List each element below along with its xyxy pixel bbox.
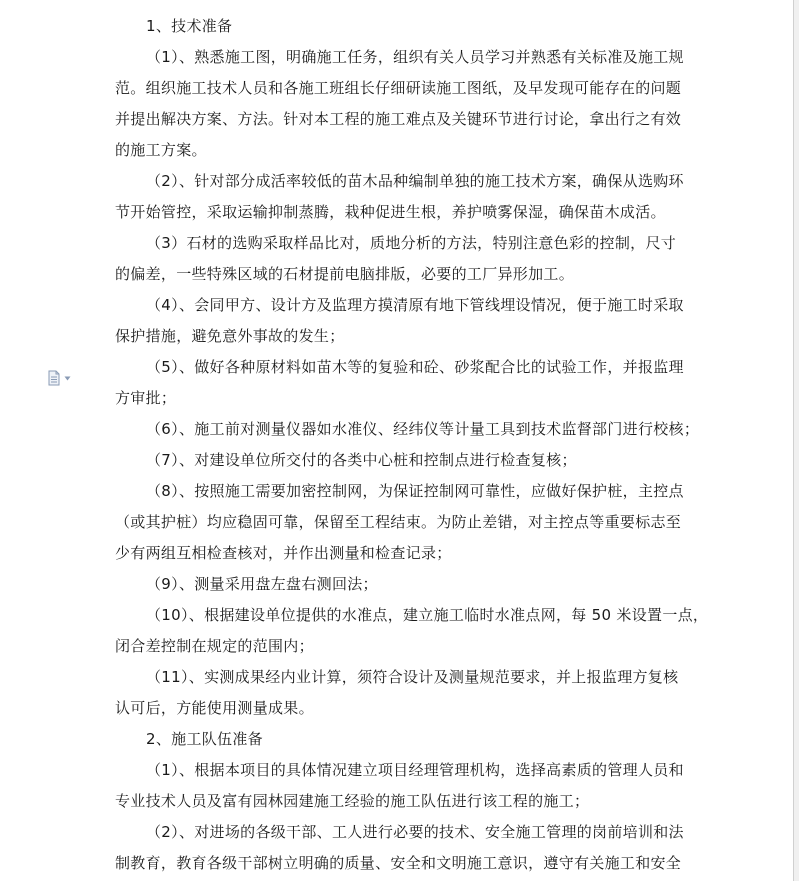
paragraph-line: （10）、根据建设单位提供的水准点，建立施工临时水准点网，每 50 米设置一点， xyxy=(146,606,709,624)
paragraph-line: （1）、熟悉施工图，明确施工任务，组织有关人员学习并熟悉有关标准及施工规 xyxy=(146,48,684,66)
paragraph-line: （3）石材的选购采取样品比对，质地分析的方法，特别注意色彩的控制，尺寸 xyxy=(146,234,677,252)
paragraph-line: 范。组织施工技术人员和各施工班组长仔细研读施工图纸，及早发现可能存在的问题 xyxy=(115,79,682,97)
paragraph-line: （7）、对建设单位所交付的各类中心桩和控制点进行检查复核； xyxy=(146,451,577,469)
paragraph-line: （8）、按照施工需要加密控制网，为保证控制网可靠性，应做好保护桩，主控点 xyxy=(146,482,684,500)
paragraph-line: （1）、根据本项目的具体情况建立项目经理管理机构，选择高素质的管理人员和 xyxy=(146,761,684,779)
paragraph-line: （6）、施工前对测量仪器如水准仪、经纬仪等计量工具到技术监督部门进行校核； xyxy=(146,420,700,438)
paragraph-line: 闭合差控制在规定的范围内； xyxy=(115,637,314,655)
paragraph-line: （11）、实测成果经内业计算，须符合设计及测量规范要求，并上报监理方复核 xyxy=(146,668,679,686)
paragraph-line: （9）、测量采用盘左盘右测回法； xyxy=(146,575,378,593)
paragraph-line: 的施工方案。 xyxy=(115,141,207,159)
document-icon xyxy=(47,370,61,386)
paragraph-line: 的偏差，一些特殊区域的石材提前电脑排版，必要的工厂异形加工。 xyxy=(115,265,575,283)
paragraph-line: 少有两组互相检查核对，并作出测量和检查记录； xyxy=(115,544,452,562)
paragraph-line: 并提出解决方案、方法。针对本工程的施工难点及关键环节进行讨论，拿出行之有效 xyxy=(115,110,682,128)
paragraph-line: 专业技术人员及富有园林园建施工经验的施工队伍进行该工程的施工； xyxy=(115,792,590,810)
paragraph-line: （2）、对进场的各级干部、工人进行必要的技术、安全施工管理的岗前培训和法 xyxy=(146,823,684,841)
paragraph-line: 节开始管控，采取运输抑制蒸腾，栽种促进生根，养护喷雾保湿，确保苗木成活。 xyxy=(115,203,666,221)
paragraph-line: 制教育，教育各级干部树立明确的质量、安全和文明施工意识，遵守有关施工和安全 xyxy=(115,854,682,872)
paragraph-line: （2）、针对部分成活率较低的苗木品种编制单独的施工技术方案，确保从选购环 xyxy=(146,172,684,190)
paragraph-line: 认可后，方能使用测量成果。 xyxy=(115,699,314,717)
caret-down-icon xyxy=(64,376,71,381)
paragraph-line: （5）、做好各种原材料如苗木等的复验和砼、砂浆配合比的试验工作，并报监理 xyxy=(146,358,684,376)
section-heading: 1、技术准备 xyxy=(146,17,233,35)
paragraph-line: 保护措施，避免意外事故的发生； xyxy=(115,327,345,345)
paragraph-options-button[interactable] xyxy=(47,370,75,386)
paragraph-line: （或其护桩）均应稳固可靠，保留至工程结束。为防止差错，对主控点等重要标志至 xyxy=(115,513,682,531)
page-gutter xyxy=(794,0,799,881)
paragraph-line: （4）、会同甲方、设计方及监理方摸清原有地下管线埋设情况，便于施工时采取 xyxy=(146,296,684,314)
section-heading: 2、施工队伍准备 xyxy=(146,730,263,748)
paragraph-line: 方审批； xyxy=(115,389,177,407)
